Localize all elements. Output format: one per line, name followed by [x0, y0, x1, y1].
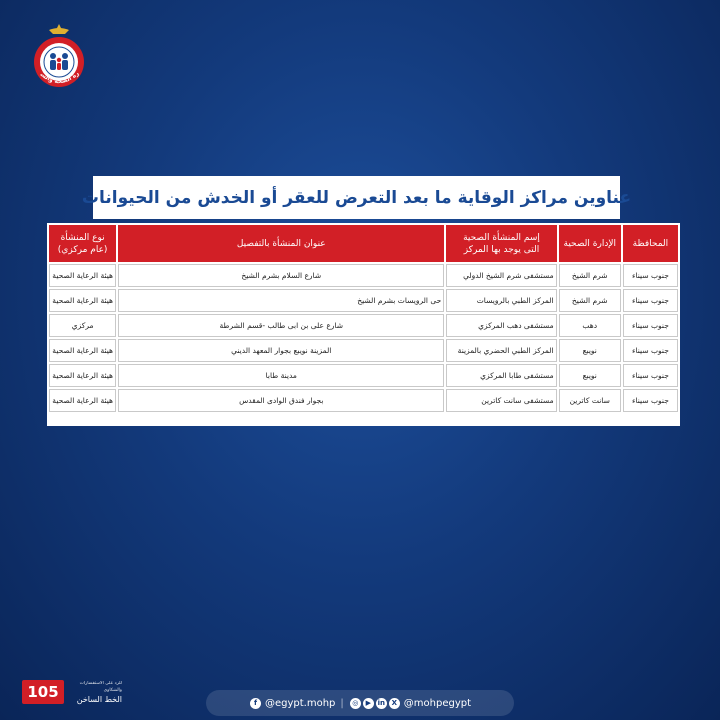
- hotline-title: الخط الساخن: [76, 695, 122, 704]
- facebook-handle[interactable]: @egypt.mohp: [264, 697, 336, 709]
- cell-type: هيئة الرعاية الصحية: [49, 264, 116, 287]
- header-health-admin: الإدارة الصحية: [559, 225, 621, 262]
- table-row: [49, 289, 678, 312]
- cell-facility: المركز الطبي الحضري بالمزينة: [446, 339, 556, 362]
- header-address: عنوان المنشأة بالتفصيل: [118, 225, 444, 262]
- header-facility-line2: التى يوجد بها المركز: [463, 244, 540, 255]
- facebook-icon[interactable]: f: [250, 698, 261, 709]
- cell-governorate: جنوب سيناء: [623, 389, 678, 412]
- cell-facility: المركز الطبي بالرويسات: [446, 289, 556, 312]
- cell-type: هيئة الرعاية الصحية: [49, 289, 116, 312]
- hotline-number: 105: [27, 683, 59, 701]
- cell-health-admin: نويبع: [559, 339, 621, 362]
- svg-text:وزارة الصحة والسكان: رة الصحة والس: [38, 70, 81, 86]
- cell-address: بجوار فندق الوادى المقدس: [118, 389, 444, 412]
- title-banner: [81, 176, 632, 219]
- social-handle[interactable]: @mohpegypt: [403, 697, 472, 709]
- hotline-badge: [22, 680, 64, 704]
- x-icon[interactable]: X: [389, 698, 400, 709]
- cell-address: مدينة طابا: [118, 364, 444, 387]
- cell-governorate: جنوب سيناء: [623, 339, 678, 362]
- header-facility-line1: إسم المنشأة الصحية: [463, 232, 540, 243]
- cell-address: شارع على بن ابى طالب -قسم الشرطة: [118, 314, 444, 337]
- cell-health-admin: سانت كاترين: [559, 389, 621, 412]
- ministry-logo: [29, 22, 89, 88]
- cell-type: هيئة الرعاية الصحية: [49, 339, 116, 362]
- header-governorate: المحافظة: [623, 225, 678, 262]
- cell-address: المزينة نويبع بجوار المعهد الديني: [118, 339, 444, 362]
- header-facility: [446, 225, 556, 262]
- hotline-label: [68, 680, 122, 704]
- cell-address: حى الرويسات بشرم الشيخ: [118, 289, 444, 312]
- cell-health-admin: شرم الشيخ: [559, 289, 621, 312]
- cell-facility: مستشفى سانت كاترين: [446, 389, 556, 412]
- cell-governorate: جنوب سيناء: [623, 264, 678, 287]
- cell-governorate: جنوب سيناء: [623, 364, 678, 387]
- cell-type: هيئة الرعاية الصحية: [49, 364, 116, 387]
- table-header-row: [49, 225, 678, 262]
- header-type: [49, 225, 116, 262]
- cell-facility: مستشفى شرم الشيخ الدولي: [446, 264, 556, 287]
- linkedin-icon[interactable]: in: [377, 699, 385, 707]
- table-row: [49, 264, 678, 287]
- cell-health-admin: نويبع: [559, 364, 621, 387]
- cell-type: هيئة الرعاية الصحية: [49, 389, 116, 412]
- table-row: [49, 364, 678, 387]
- cell-health-admin: شرم الشيخ: [559, 264, 621, 287]
- centers-table: [47, 223, 680, 426]
- youtube-icon[interactable]: ▶: [363, 698, 374, 709]
- instagram-icon[interactable]: ◎: [350, 698, 361, 709]
- cell-facility: مستشفى دهب المركزي: [446, 314, 556, 337]
- social-divider: |: [340, 697, 344, 709]
- table-row: [49, 339, 678, 362]
- header-type-line2: (عام مركزي): [57, 244, 108, 255]
- table-row: [49, 314, 678, 337]
- cell-type: مركزي: [49, 314, 116, 337]
- cell-governorate: جنوب سيناء: [623, 289, 678, 312]
- cell-address: شارع السلام بشرم الشيخ: [118, 264, 444, 287]
- table-row: [49, 389, 678, 412]
- social-bar: [206, 690, 514, 716]
- page-title: عناوين مراكز الوقاية ما بعد التعرض للعقر أو الخدش من الحيوانات: [81, 187, 632, 208]
- header-type-line1: نوع المنشأة: [60, 232, 105, 243]
- cell-facility: مستشفى طابا المركزي: [446, 364, 556, 387]
- hotline-caption: للرد على الاستفسارات والشكاوى: [79, 681, 122, 693]
- cell-health-admin: دهب: [559, 314, 621, 337]
- cell-governorate: جنوب سيناء: [623, 314, 678, 337]
